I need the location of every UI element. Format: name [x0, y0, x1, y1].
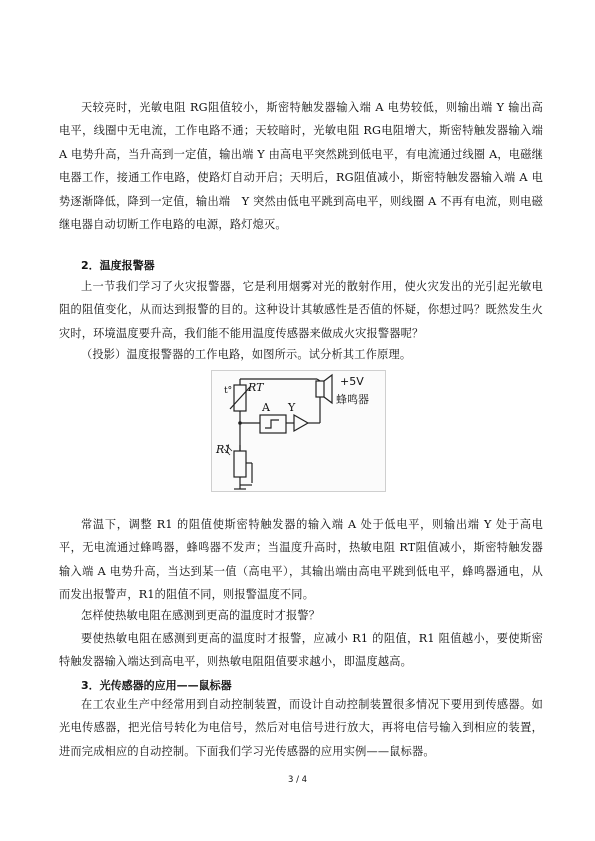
paragraph-streetlight — [59, 96, 543, 236]
y-label: Y — [288, 401, 296, 414]
paragraph-text: 上一节我们学习了火灾报警器，它是利用烟雾对光的散射作用，使火灾发出的光引起光敏电阻的阻值变化，从而达到报警的目的。这种设计其敏感性是否值的怀疑，你想过吗？既然发生火灾时，环境温度要升高，我们能不能用温度传感器来做成火灾报警器呢？ — [59, 280, 543, 340]
paragraph-text: 要使热敏电阻在感测到更高的温度时才报警，应减小 R1 的阻值，R1 阻值越小，要使斯密特触发器输入端达到高电平，则热敏电阻阻值要求越小，即温度越高。 — [59, 632, 543, 669]
r1-label: R1 — [216, 443, 232, 456]
paragraph-text: 怎样使热敏电阻在感测到更高的温度时才报警？ — [81, 609, 321, 622]
paragraph-light-sensor — [59, 693, 543, 763]
circuit-diagram — [211, 370, 386, 492]
paragraph-text: 在工农业生产中经常用到自动控制装置，而设计自动控制装置很多情况下要用到传感器。如光电传感器，把光信号转化为电信号，然后对电信号进行放大，再将电信号输入到相应的装置，进而完成相应的自动控制。下面我们学习光传感器的应用实例——鼠标器。 — [59, 698, 543, 758]
paragraph-text: 常温下，调整 R1 的阻值使斯密特触发器的输入端 A 处于低电平，则输出端 Y 处于高电平，无电流通过蜂鸣器，蜂鸣器不发声；当温度升高时，热敏电阻 RT阻值减小，斯密特触发器输入端 A 电势升高，当达到某一值（高电平），其输出端由高电平跳到低电平，蜂鸣器通电，从而发出报警声，R1的阻值不同，则报警温度不同。 — [59, 518, 543, 602]
paragraph-text: 天较亮时，光敏电阻 RG阻值较小，斯密特触发器输入端 A 电势较低，则输出端 Y 输出高电平，线圈中无电流，工作电路不通；天较暗时，光敏电阻 RG电阻增大，斯密特触发器输入端 A 电势升高，当升高到一定值，输出端 Y 由高电平突然跳到低电平，有电流通过线圈 A，电磁继电器工作，接通工作电路，使路灯自动开启；天明后，RG阻值减小，斯密特触发器输入端 A 电势逐渐降低，降到一定值，输出端 Y 突然由低电平跳到高电平，则线圈 A 不再有电流，则电磁继电器自动切断工作电路的电源，路灯熄灭。 — [59, 101, 543, 232]
section-heading-light-sensor: 3．光传感器的应用——鼠标器 — [81, 679, 232, 692]
paragraph-projection — [59, 343, 543, 366]
paragraph-intro-temperature — [59, 275, 543, 345]
t-label: t° — [224, 386, 233, 396]
rt-label: RT — [248, 381, 264, 394]
paragraph-answer — [59, 627, 543, 674]
circuit-svg — [212, 371, 385, 491]
a-label: A — [262, 401, 270, 414]
buzzer-label: 蜂鸣器 — [336, 393, 369, 406]
voltage-label: +5V — [340, 375, 364, 388]
paragraph-text: （投影）温度报警器的工作电路，如图所示。试分析其工作原理。 — [81, 348, 412, 361]
section-heading-temperature-alarm: 2．温度报警器 — [81, 259, 155, 272]
paragraph-analysis — [59, 513, 543, 607]
page-number: 3 / 4 — [287, 775, 308, 785]
paragraph-question — [59, 604, 543, 627]
